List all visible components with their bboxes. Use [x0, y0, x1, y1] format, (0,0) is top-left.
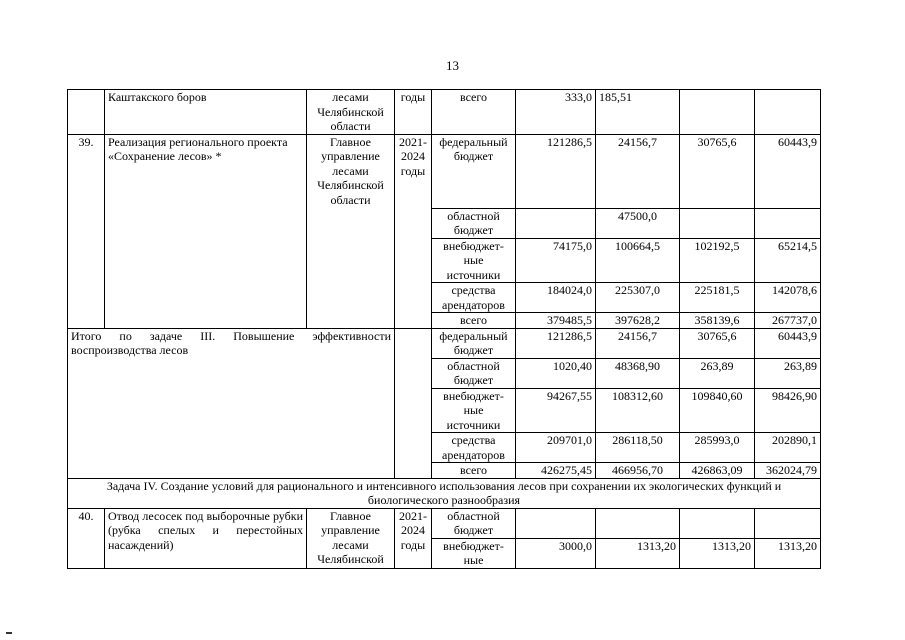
- value-cell: 108312,60: [596, 388, 680, 433]
- funding-source: средства арендаторов: [432, 433, 516, 463]
- value-cell: 1020,40: [516, 358, 596, 388]
- value-cell: 121286,5: [516, 134, 596, 208]
- value-cell: [755, 208, 821, 238]
- value-cell: 333,0: [516, 90, 596, 135]
- value-cell: 60443,9: [755, 134, 821, 208]
- funding-source: областной бюджет: [432, 208, 516, 238]
- value-cell: 263,89: [680, 358, 755, 388]
- value-cell: 60443,9: [755, 328, 821, 358]
- executor: Главное управление лесами Челябинской: [307, 508, 395, 568]
- funding-source: всего: [432, 313, 516, 329]
- value-cell: 102192,5: [680, 238, 755, 283]
- program-table: [67, 89, 821, 569]
- value-cell: 121286,5: [516, 328, 596, 358]
- value-cell: [680, 90, 755, 135]
- value-cell: 48368,90: [596, 358, 680, 388]
- table-row: [68, 478, 821, 508]
- funding-source: всего: [432, 463, 516, 479]
- value-cell: 362024,79: [755, 463, 821, 479]
- value-cell: 379485,5: [516, 313, 596, 329]
- funding-source: средства арендаторов: [432, 283, 516, 313]
- value-cell: 466956,70: [596, 463, 680, 479]
- funding-source: внебюджет- ные источники: [432, 388, 516, 433]
- value-cell: 47500,0: [596, 208, 680, 238]
- funding-source: областной бюджет: [432, 358, 516, 388]
- value-cell: 30765,6: [680, 328, 755, 358]
- funding-source: областной бюджет: [432, 508, 516, 538]
- funding-source: внебюджет- ные источники: [432, 238, 516, 283]
- value-cell: 24156,7: [596, 328, 680, 358]
- value-cell: 285993,0: [680, 433, 755, 463]
- value-cell: 209701,0: [516, 433, 596, 463]
- value-cell: 225181,5: [680, 283, 755, 313]
- value-cell: [680, 208, 755, 238]
- executor: лесами Челябинской области: [307, 90, 395, 135]
- value-cell: 202890,1: [755, 433, 821, 463]
- value-cell: 109840,60: [680, 388, 755, 433]
- value-cell: 397628,2: [596, 313, 680, 329]
- value-cell: [596, 508, 680, 538]
- value-cell: 225307,0: [596, 283, 680, 313]
- value-cell: 142078,6: [755, 283, 821, 313]
- table-row: [68, 90, 821, 135]
- value-cell: 358139,6: [680, 313, 755, 329]
- value-cell: 426275,45: [516, 463, 596, 479]
- value-cell: [755, 508, 821, 538]
- value-cell: 94267,55: [516, 388, 596, 433]
- value-cell: 1313,20: [755, 538, 821, 568]
- value-cell: [680, 508, 755, 538]
- row-number: 40.: [68, 508, 105, 568]
- value-cell: 286118,50: [596, 433, 680, 463]
- value-cell: 267737,0: [755, 313, 821, 329]
- table-row: [68, 508, 821, 538]
- funding-source: федеральный бюджет: [432, 134, 516, 208]
- funding-source: федеральный бюджет: [432, 328, 516, 358]
- value-cell: 3000,0: [516, 538, 596, 568]
- page-number: 13: [446, 58, 459, 73]
- value-cell: [755, 90, 821, 135]
- value-cell: 1313,20: [596, 538, 680, 568]
- value-cell: [516, 208, 596, 238]
- activity-name: Отвод лесосек под выборочные рубки (рубка спелых и перестойных насаждений): [105, 508, 307, 568]
- value-cell: 98426,90: [755, 388, 821, 433]
- value-cell: 100664,5: [596, 238, 680, 283]
- value-cell: [516, 508, 596, 538]
- value-cell: 30765,6: [680, 134, 755, 208]
- activity-name: Реализация регионального проекта «Сохранение лесов» *: [105, 134, 307, 328]
- executor: Главное управление лесами Челябинской области: [307, 134, 395, 328]
- task-heading: Задача IV. Создание условий для рационального и интенсивного использования лесов при сохранении их экологических функций и биологического разнообразия: [68, 478, 821, 508]
- activity-name: Каштакского боров: [105, 90, 307, 135]
- scan-mark: [6, 632, 12, 634]
- value-cell: 1313,20: [680, 538, 755, 568]
- value-cell: 185,51: [596, 90, 680, 135]
- table-row: [68, 328, 821, 358]
- funding-source: внебюджет- ные: [432, 538, 516, 568]
- funding-source: всего: [432, 90, 516, 135]
- row-number: 39.: [68, 134, 105, 328]
- table-row: [68, 134, 821, 208]
- value-cell: 24156,7: [596, 134, 680, 208]
- period: 2021- 2024 годы: [395, 508, 432, 568]
- value-cell: 74175,0: [516, 238, 596, 283]
- value-cell: 65214,5: [755, 238, 821, 283]
- task-total-label: Итого по задаче III. Повышение эффективности воспроизводства лесов: [68, 328, 395, 478]
- row-number: [68, 90, 105, 135]
- period: годы: [395, 90, 432, 135]
- value-cell: 184024,0: [516, 283, 596, 313]
- value-cell: 263,89: [755, 358, 821, 388]
- period: [395, 328, 432, 478]
- period: 2021- 2024 годы: [395, 134, 432, 328]
- value-cell: 426863,09: [680, 463, 755, 479]
